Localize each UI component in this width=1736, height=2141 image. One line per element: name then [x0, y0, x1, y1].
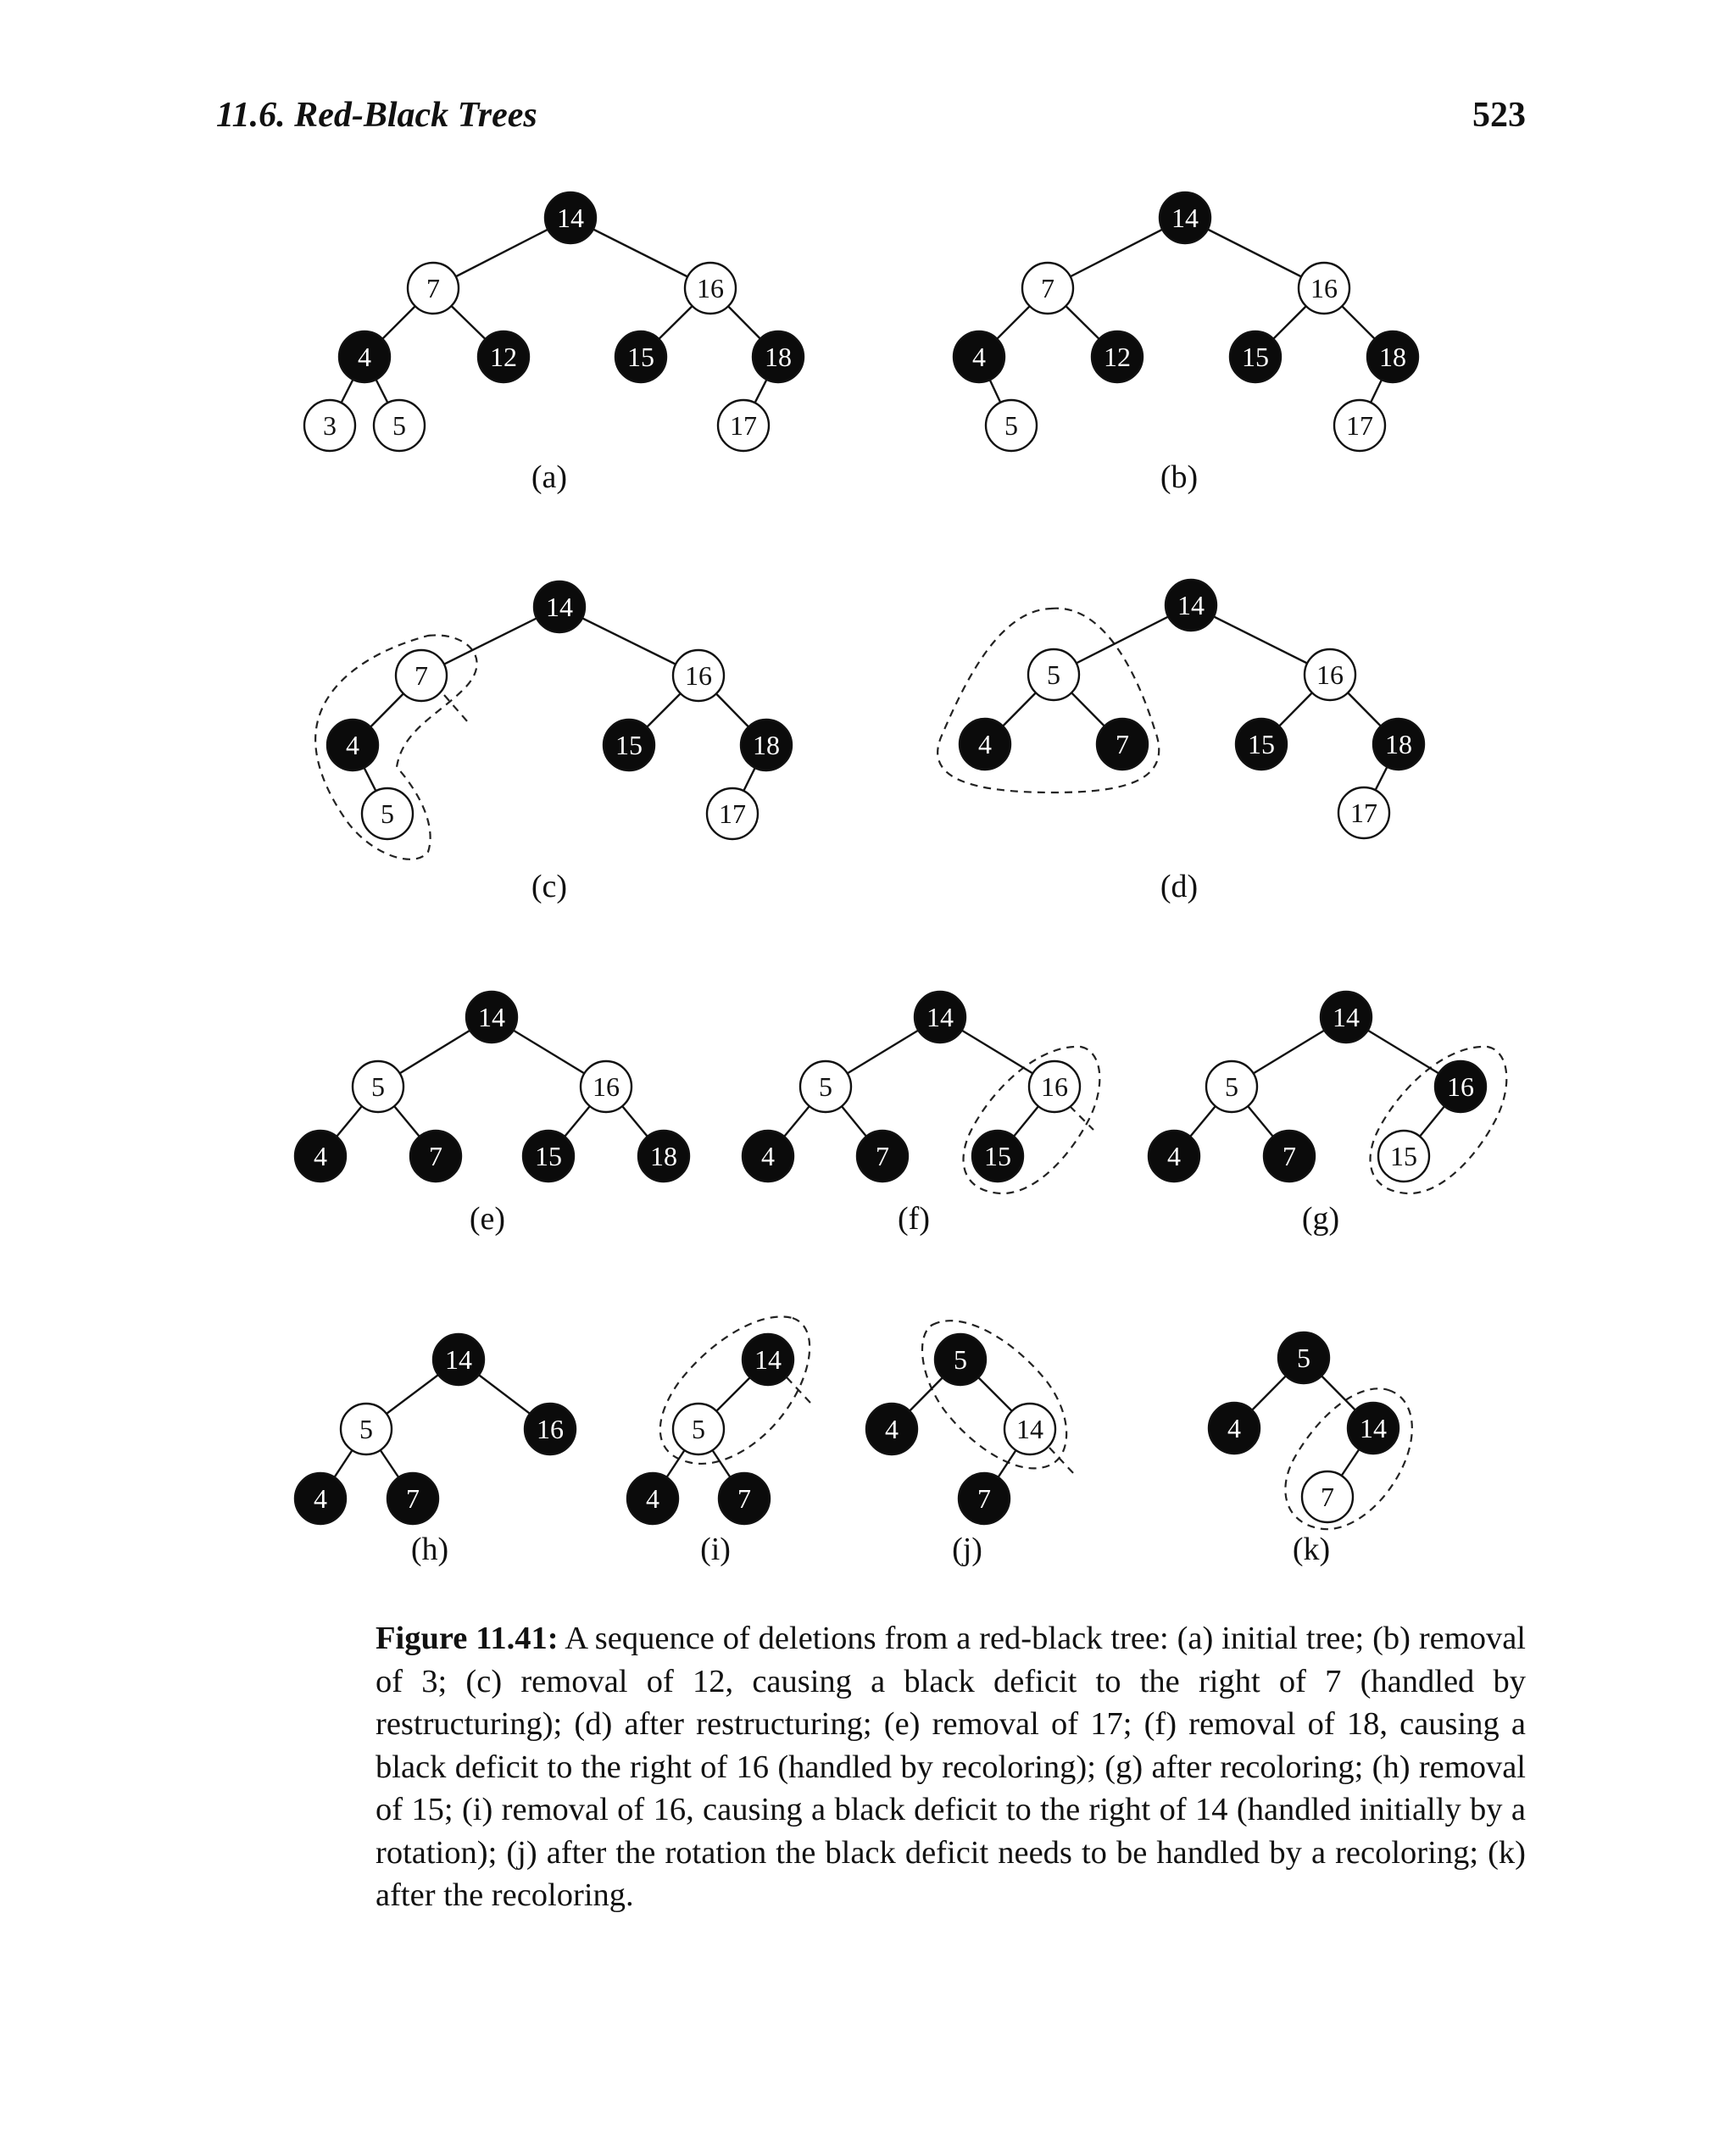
- node-14: [433, 1334, 484, 1385]
- node-key: 14: [445, 1344, 472, 1375]
- node-7: [387, 1473, 438, 1524]
- node-key: 14: [546, 592, 573, 622]
- node-15: [972, 1131, 1023, 1182]
- node-17: [707, 788, 758, 839]
- node-7: [408, 263, 459, 314]
- node-4: [1149, 1131, 1199, 1182]
- node-key: 7: [1116, 729, 1129, 759]
- node-key: 5: [1297, 1343, 1310, 1373]
- node-key: 4: [761, 1141, 775, 1171]
- node-14: [1348, 1403, 1399, 1454]
- node-18: [1367, 331, 1418, 382]
- tree-f: [743, 992, 1099, 1237]
- node-5: [1206, 1061, 1257, 1112]
- node-16: [1305, 649, 1355, 700]
- node-14: [466, 992, 517, 1043]
- subfigure-label-i: (i): [700, 1532, 731, 1567]
- node-key: 15: [535, 1141, 562, 1171]
- node-7: [410, 1131, 461, 1182]
- node-4: [743, 1131, 793, 1182]
- dashed-outline-c-1: [444, 695, 468, 722]
- node-5: [986, 400, 1037, 451]
- tree-g: [1149, 992, 1506, 1237]
- node-14: [1166, 580, 1216, 631]
- node-key: 7: [1041, 273, 1054, 303]
- node-key: 5: [381, 798, 394, 829]
- node-18: [753, 331, 804, 382]
- subfigure-label-b: (b): [1160, 459, 1199, 495]
- node-18: [741, 720, 792, 770]
- node-5: [341, 1404, 392, 1454]
- node-key: 7: [1283, 1141, 1296, 1171]
- node-5: [673, 1404, 724, 1454]
- tree-e: [295, 992, 689, 1237]
- node-5: [935, 1334, 986, 1385]
- node-key: 16: [1041, 1071, 1068, 1102]
- node-4: [954, 331, 1004, 382]
- node-key: 7: [426, 273, 440, 303]
- node-key: 5: [1225, 1071, 1238, 1102]
- node-key: 5: [1004, 410, 1018, 441]
- node-4: [295, 1131, 346, 1182]
- node-15: [604, 720, 654, 770]
- node-5: [362, 788, 413, 839]
- tree-c: [315, 581, 792, 904]
- subfigure-label-c: (c): [531, 869, 568, 904]
- node-16: [673, 650, 724, 701]
- node-key: 14: [478, 1002, 505, 1032]
- node-5: [374, 400, 425, 451]
- node-key: 7: [977, 1483, 991, 1514]
- subfigure-label-a: (a): [531, 459, 568, 495]
- node-16: [1029, 1061, 1080, 1112]
- node-key: 14: [926, 1002, 954, 1032]
- node-7: [396, 650, 447, 701]
- node-key: 4: [972, 342, 986, 372]
- node-key: 16: [685, 660, 712, 691]
- caption-text: A sequence of deletions from a red-black tree: (a) initial tree; (b) removal of 3; (c) removal of 12, causing a black deficit to the right of 7 (handled by restructuring); (d) after restructuring; (e) removal of 17; (f) removal of 18, causing a black deficit to the right of 16 (handled by recoloring); (g) after recoloring; (h) removal of 15; (i) removal of 16, causing a black deficit to the right of 14 (handled initially by a rotation); (j) after the rotation the black deficit needs to be handled by a recoloring; (k) after the recoloring.: [376, 1621, 1526, 1913]
- node-17: [718, 400, 769, 451]
- dashed-outline-f-1: [1070, 1106, 1093, 1130]
- subfigure-label-h: (h): [410, 1532, 449, 1567]
- node-key: 5: [954, 1344, 967, 1375]
- node-key: 4: [346, 730, 359, 760]
- node-key: 4: [978, 729, 992, 759]
- node-key: 16: [1316, 659, 1344, 690]
- node-key: 14: [1171, 203, 1199, 233]
- subfigure-label-g: (g): [1301, 1201, 1340, 1237]
- node-16: [525, 1404, 576, 1454]
- node-5: [353, 1061, 403, 1112]
- node-key: 12: [490, 342, 517, 372]
- node-key: 7: [737, 1483, 751, 1514]
- node-17: [1334, 400, 1385, 451]
- node-key: 7: [1321, 1482, 1334, 1512]
- node-key: 14: [754, 1344, 782, 1375]
- node-5: [1028, 649, 1079, 700]
- node-15: [523, 1131, 574, 1182]
- node-17: [1338, 787, 1389, 838]
- node-7: [1264, 1131, 1315, 1182]
- node-key: 7: [429, 1141, 442, 1171]
- node-key: 12: [1104, 342, 1131, 372]
- node-key: 17: [1350, 798, 1377, 828]
- tree-d: [938, 580, 1424, 904]
- node-key: 5: [371, 1071, 385, 1102]
- node-4: [627, 1473, 678, 1524]
- node-key: 16: [697, 273, 724, 303]
- node-key: 14: [1177, 590, 1205, 620]
- node-key: 16: [1310, 273, 1338, 303]
- node-key: 4: [646, 1483, 659, 1514]
- node-14: [1004, 1404, 1055, 1454]
- node-key: 5: [1047, 659, 1060, 690]
- node-14: [743, 1334, 793, 1385]
- node-14: [1160, 192, 1210, 243]
- node-key: 18: [1379, 342, 1406, 372]
- node-key: 4: [1227, 1413, 1241, 1443]
- node-12: [478, 331, 529, 382]
- node-16: [581, 1061, 632, 1112]
- node-15: [1230, 331, 1281, 382]
- node-key: 17: [1346, 410, 1373, 441]
- node-key: 4: [358, 342, 371, 372]
- node-key: 17: [730, 410, 757, 441]
- dashed-outline-j-1: [1049, 1448, 1075, 1475]
- node-key: 7: [876, 1141, 889, 1171]
- node-key: 16: [593, 1071, 620, 1102]
- node-key: 15: [615, 730, 643, 760]
- node-key: 4: [314, 1483, 327, 1514]
- dashed-outline-i-1: [787, 1377, 810, 1403]
- node-12: [1092, 331, 1143, 382]
- subfigure-label-k: (k): [1292, 1532, 1331, 1567]
- node-key: 5: [692, 1414, 705, 1444]
- subfigure-label-d: (d): [1160, 869, 1199, 904]
- node-key: 16: [537, 1414, 564, 1444]
- node-key: 3: [323, 410, 337, 441]
- node-4: [1209, 1403, 1260, 1454]
- node-16: [1435, 1061, 1486, 1112]
- node-4: [327, 720, 378, 770]
- node-key: 14: [1360, 1413, 1387, 1443]
- node-14: [1321, 992, 1372, 1043]
- node-key: 18: [1385, 729, 1412, 759]
- node-16: [685, 263, 736, 314]
- node-key: 5: [392, 410, 406, 441]
- node-key: 15: [1242, 342, 1269, 372]
- node-key: 17: [719, 798, 746, 829]
- node-key: 16: [1447, 1071, 1474, 1102]
- node-7: [1302, 1471, 1353, 1522]
- figure-caption: [376, 1617, 1526, 1917]
- node-4: [295, 1473, 346, 1524]
- node-15: [1378, 1131, 1429, 1182]
- node-key: 18: [650, 1141, 677, 1171]
- node-7: [1097, 719, 1148, 770]
- tree-h: [295, 1334, 576, 1567]
- node-key: 4: [314, 1141, 327, 1171]
- node-18: [1373, 719, 1424, 770]
- node-key: 15: [1390, 1141, 1417, 1171]
- node-key: 4: [1167, 1141, 1181, 1171]
- node-4: [960, 719, 1010, 770]
- subfigure-label-e: (e): [469, 1201, 506, 1237]
- node-key: 7: [415, 660, 428, 691]
- node-4: [866, 1404, 917, 1454]
- node-key: 15: [627, 342, 654, 372]
- node-5: [1278, 1332, 1329, 1383]
- tree-j: [866, 1321, 1075, 1567]
- subfigure-label-j: (j): [952, 1532, 982, 1567]
- node-4: [339, 331, 390, 382]
- subfigure-label-f: (f): [898, 1201, 930, 1237]
- node-16: [1299, 263, 1349, 314]
- node-key: 18: [753, 730, 780, 760]
- caption-label: Figure 11.41:: [376, 1621, 559, 1656]
- node-key: 5: [359, 1414, 373, 1444]
- node-18: [638, 1131, 689, 1182]
- node-key: 15: [1248, 729, 1275, 759]
- node-15: [615, 331, 666, 382]
- node-key: 7: [406, 1483, 420, 1514]
- node-7: [857, 1131, 908, 1182]
- tree-k: [1209, 1332, 1412, 1567]
- node-key: 14: [557, 203, 584, 233]
- running-head: 11.6. Red-Black Trees: [216, 96, 537, 135]
- node-5: [800, 1061, 851, 1112]
- node-key: 15: [984, 1141, 1011, 1171]
- node-15: [1236, 719, 1287, 770]
- node-14: [545, 192, 596, 243]
- node-key: 18: [765, 342, 792, 372]
- tree-b: [954, 192, 1418, 495]
- tree-i: [627, 1316, 810, 1567]
- node-7: [719, 1473, 770, 1524]
- node-14: [915, 992, 965, 1043]
- node-key: 14: [1333, 1002, 1360, 1032]
- node-7: [959, 1473, 1010, 1524]
- node-key: 5: [819, 1071, 832, 1102]
- node-key: 4: [885, 1414, 899, 1444]
- page-number: 523: [1472, 96, 1526, 135]
- node-7: [1022, 263, 1073, 314]
- node-3: [304, 400, 355, 451]
- node-key: 14: [1016, 1414, 1043, 1444]
- tree-a: [304, 192, 804, 495]
- node-14: [534, 581, 585, 632]
